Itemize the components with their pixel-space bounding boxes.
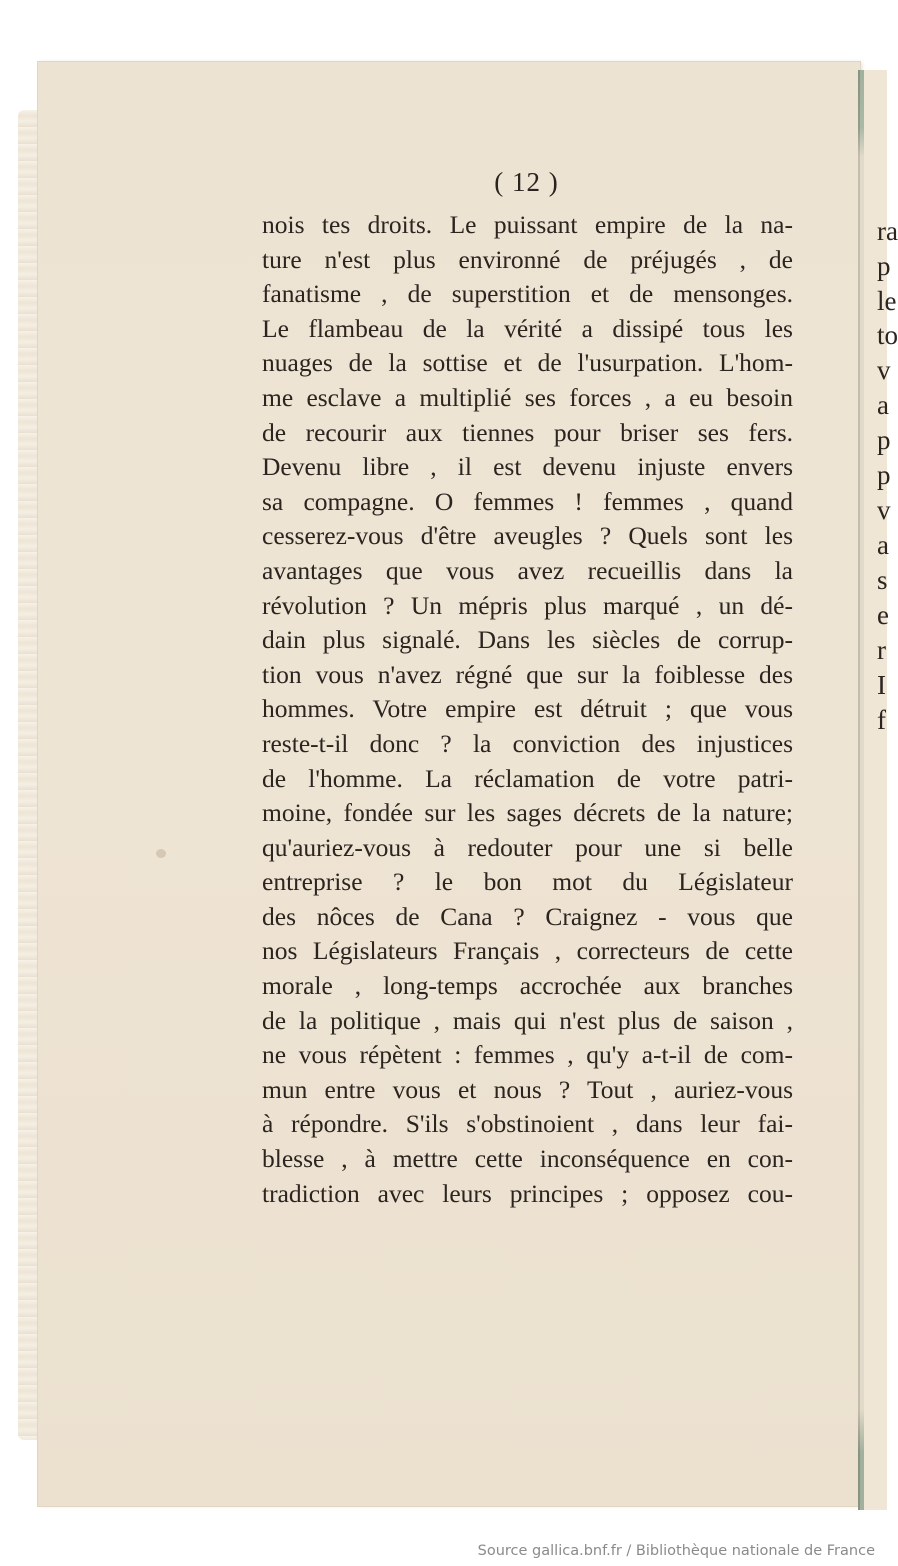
facing-page-fragment: f	[877, 705, 886, 735]
binding-edge	[858, 70, 864, 1510]
facing-page-fragment: le	[877, 286, 897, 316]
text-line: tradiction avec leurs principes ; opposez cou-	[262, 1178, 793, 1208]
facing-page-fragment: a	[877, 390, 889, 420]
text-line: de la politique , mais qui n'est plus de saison ,	[262, 1005, 793, 1035]
facing-page-fragment: a	[877, 530, 889, 560]
page-number: ( 12 )	[494, 167, 559, 197]
text-line: fanatisme , de superstition et de mensonges.	[262, 279, 793, 309]
text-line: de recourir aux tiennes pour briser ses fers.	[262, 417, 793, 447]
text-line: hommes. Votre empire est détruit ; que vous	[262, 694, 793, 724]
facing-page-fragment: ra	[877, 216, 898, 246]
facing-page-fragment: s	[877, 565, 888, 595]
facing-page-fragment: p	[877, 425, 891, 455]
paper-stain	[156, 849, 166, 858]
text-line: moine, fondée sur les sages décrets de la nature;	[262, 798, 793, 828]
text-line: à répondre. S'ils s'obstinoient , dans leur fai-	[262, 1109, 793, 1139]
facing-page-fragment: to	[877, 320, 898, 350]
text-line: dain plus signalé. Dans les siècles de corrup-	[262, 625, 793, 655]
text-line: Le flambeau de la vérité a dissipé tous les	[262, 313, 793, 343]
text-line: qu'auriez-vous à redouter pour une si belle	[262, 832, 793, 862]
text-line: tion vous n'avez régné que sur la foiblesse des	[262, 659, 793, 689]
text-line: morale , long-temps accrochée aux branches	[262, 971, 793, 1001]
facing-page-fragment: v	[877, 355, 891, 385]
text-line: avantages que vous avez recueillis dans la	[262, 555, 793, 585]
text-line: blesse , à mettre cette inconséquence en con-	[262, 1144, 793, 1174]
text-line: reste-t-il donc ? la conviction des injustices	[262, 728, 793, 758]
facing-page-fragment: v	[877, 495, 891, 525]
text-line: mun entre vous et nous ? Tout , auriez-vous	[262, 1074, 793, 1104]
text-line: ne vous répètent : femmes , qu'y a-t-il de com-	[262, 1040, 793, 1070]
facing-page-fragment: p	[877, 460, 891, 490]
facing-page-edge	[858, 70, 898, 1510]
text-line: entreprise ? le bon mot du Législateur	[262, 867, 793, 897]
facing-page-fragment: r	[877, 635, 886, 665]
body-text	[262, 208, 793, 1211]
text-line: révolution ? Un mépris plus marqué , un dé-	[262, 590, 793, 620]
text-line: nuages de la sottise et de l'usurpation. L'hom-	[262, 348, 793, 378]
footer-bar	[0, 1540, 885, 1566]
facing-page-fragment: I	[877, 670, 886, 700]
text-line: me esclave a multiplié ses forces , a eu besoin	[262, 382, 793, 412]
text-line: sa compagne. O femmes ! femmes , quand	[262, 486, 793, 516]
text-line: des nôces de Cana ? Craignez - vous que	[262, 901, 793, 931]
deckled-page-edge	[18, 110, 40, 1440]
text-line: de l'homme. La réclamation de votre patri-	[262, 763, 793, 793]
facing-page-fragment: e	[877, 600, 889, 630]
text-line: Devenu libre , il est devenu injuste envers	[262, 452, 793, 482]
facing-page-fragment: p	[877, 251, 891, 281]
text-line: ture n'est plus environné de préjugés , de	[262, 244, 793, 274]
source-credit: Source gallica.bnf.fr / Bibliothèque nationale de France	[477, 1543, 875, 1559]
text-line: nos Législateurs Français , correcteurs de cette	[262, 936, 793, 966]
text-line: cesserez-vous d'être aveugles ? Quels sont les	[262, 521, 793, 551]
text-line: nois tes droits. Le puissant empire de la na-	[262, 210, 793, 239]
